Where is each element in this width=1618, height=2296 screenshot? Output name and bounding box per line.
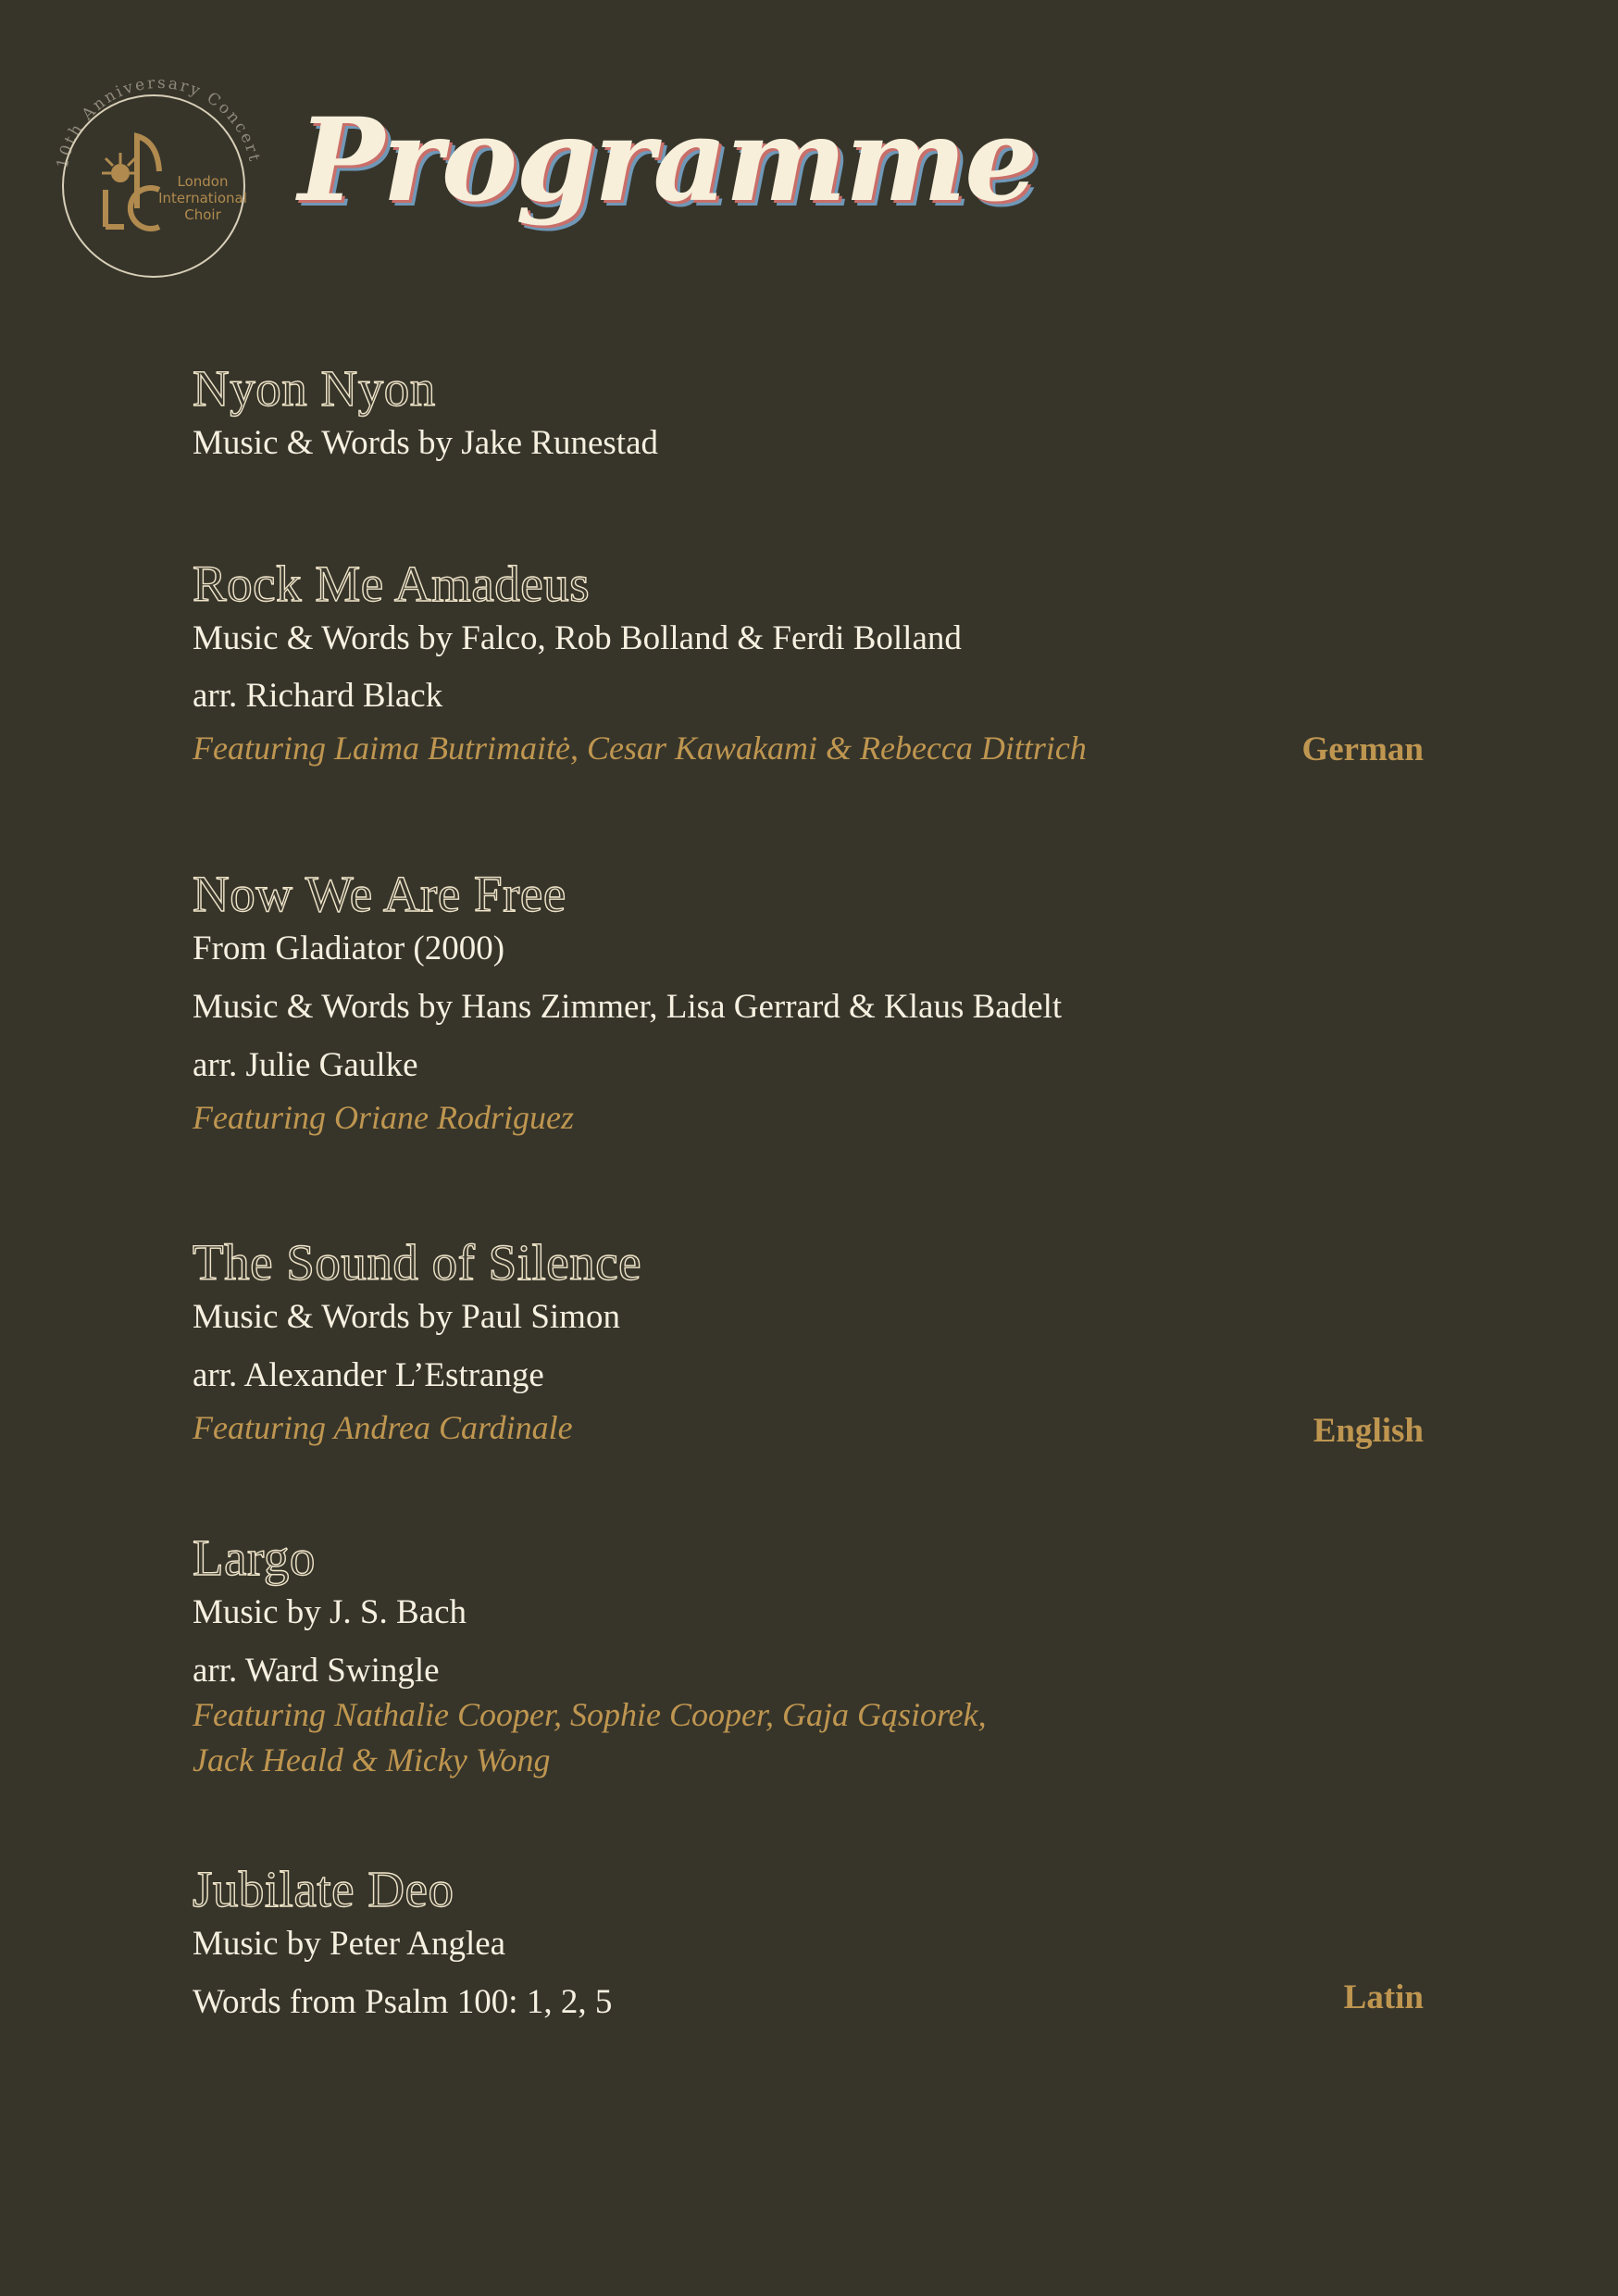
piece-credit: Music by Peter Anglea bbox=[193, 1925, 506, 1963]
piece-credit: Music & Words by Jake Runestad bbox=[193, 424, 658, 462]
piece-featuring: Featuring Laima Butrimaitė, Cesar Kawakami & Rebecca Dittrich bbox=[193, 730, 1087, 767]
piece-credit: Music & Words by Paul Simon bbox=[193, 1298, 620, 1336]
piece-arranger: arr. Ward Swingle bbox=[193, 1652, 440, 1690]
piece-featuring: Featuring Andrea Cardinale bbox=[193, 1409, 573, 1446]
logo-name-line-3: Choir bbox=[184, 206, 221, 223]
piece-credit: Music by J. S. Bach bbox=[193, 1593, 467, 1631]
programme-item bbox=[193, 360, 658, 472]
piece-arranger: arr. Richard Black bbox=[193, 677, 443, 715]
piece-title: Rock Me Amadeus bbox=[193, 555, 591, 612]
logo-name-line-1: London bbox=[177, 173, 229, 190]
music-note-icon bbox=[102, 136, 159, 229]
piece-title: Largo bbox=[193, 1529, 316, 1586]
page-title: Programme bbox=[298, 94, 1036, 228]
programme-item bbox=[193, 868, 1062, 1141]
piece-credit: Music & Words by Falco, Rob Bolland & Ferdi Bolland bbox=[193, 619, 962, 657]
piece-credit: Music & Words by Hans Zimmer, Lisa Gerrard & Klaus Badelt bbox=[193, 988, 1063, 1026]
piece-featuring: Featuring Oriane Rodriguez bbox=[193, 1099, 574, 1136]
piece-source: From Gladiator (2000) bbox=[193, 930, 505, 967]
programme-item bbox=[193, 555, 1087, 771]
piece-arranger: arr. Alexander L’Estrange bbox=[193, 1356, 544, 1394]
language-label: German bbox=[1301, 730, 1424, 768]
piece-title: Jubilate Deo bbox=[193, 1861, 454, 1917]
piece-title: The Sound of Silence bbox=[193, 1234, 642, 1291]
programme-item bbox=[193, 1234, 642, 1451]
piece-featuring-continued: Jack Heald & Micky Wong bbox=[193, 1741, 551, 1778]
language-label: Latin bbox=[1343, 1978, 1424, 2016]
language-label: English bbox=[1313, 1412, 1424, 1450]
piece-featuring: Featuring Nathalie Cooper, Sophie Cooper, Gaja Gąsiorek, bbox=[193, 1696, 987, 1733]
logo-name-line-2: International bbox=[158, 190, 247, 206]
programme-item bbox=[193, 1861, 613, 2031]
piece-title: Now We Are Free bbox=[193, 866, 566, 922]
choir-logo bbox=[39, 51, 280, 292]
programme-item bbox=[193, 1529, 987, 1783]
piece-arranger: arr. Julie Gaulke bbox=[193, 1046, 418, 1084]
logo-ring-text: 10th Anniversary Concert bbox=[53, 73, 265, 170]
piece-words: Words from Psalm 100: 1, 2, 5 bbox=[193, 1983, 613, 2021]
piece-title: Nyon Nyon bbox=[193, 360, 436, 417]
